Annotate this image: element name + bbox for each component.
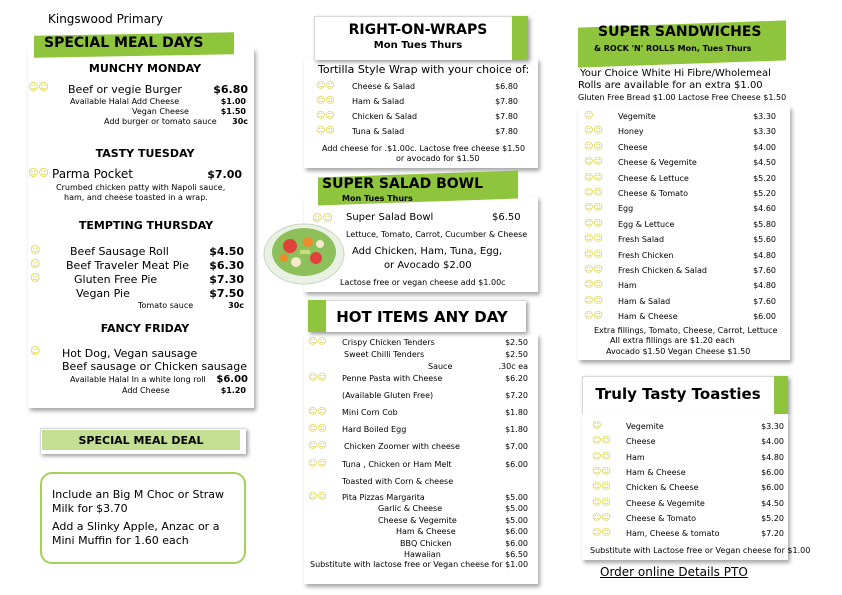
sandwiches-intro2: Rolls are available for an extra $1.00 [578,80,763,91]
toastie-item-name: Cheese [626,437,656,447]
sandwiches-intro3: Gluten Free Bread $1.00 Lactose Free Cheese $1.50 [578,93,787,102]
wrap-item-price: $6.80 [495,82,518,91]
salad-price: $6.50 [492,212,521,223]
hot-item-item-name: Ham & Cheese [396,527,456,536]
sandwich-item-price: $3.30 [753,127,776,137]
smile-icon: ☺☺ [584,295,603,306]
hot-item-item-price: $6.00 [505,527,528,536]
hot-item-item-price: $1.80 [505,425,528,434]
sandwich-item-name: Cheese & Lettuce [618,173,689,183]
sandwich-item-name: Egg & Lettuce [618,219,675,229]
thursday-item-3: Gluten Free Pie [74,273,158,286]
smile-icon: ☺☺ [584,188,603,198]
monday-price: $6.80 [213,83,248,96]
salad-add2: or Avocado $2.00 [384,260,472,271]
sandwich-item-price: $7.60 [753,266,776,275]
hot-item-item-name: Sauce [428,362,453,371]
smile-icon: ☺☺ [308,337,327,347]
friday-line4-price: $1.20 [220,386,246,395]
sandwich-item-name: Fresh Chicken [618,250,674,260]
smile-icon: ☺☺ [584,203,603,214]
smile-icon: ☺☺ [308,373,327,383]
sandwich-item-price: $5.60 [753,235,776,245]
smile-icon: ☺☺ [308,492,327,502]
smile-icon: ☺☺ [312,213,333,224]
smile-icon: ☺☺ [584,218,603,229]
smile-icon: ☺☺ [316,126,335,136]
thursday-sauce-price: 30c [228,301,244,310]
smile-icon: ☺ [30,259,41,270]
monday-line3-price: 30c [232,117,248,126]
smile-icon: ☺☺ [584,265,603,275]
smile-icon: ☺☺ [308,459,327,469]
friday-line3: Available Halal In a white long roll [70,375,206,384]
toastie-item-price: $4.80 [761,452,784,462]
school-name: Kingswood Primary [48,12,163,26]
sandwich-item-name: Ham & Salad [618,296,671,306]
sandwich-item-name: Ham & Cheese [618,312,678,322]
smile-icon: ☺ [592,421,602,431]
hot-item-item-name: Cheese & Vegemite [378,516,457,525]
salad-desc: Lettuce, Tomato, Carrot, Cucumber & Cheese [346,230,528,239]
monday-item: Beef or vegie Burger [68,83,182,96]
sandwich-item-price: $5.20 [753,189,776,198]
meal-deal-title: SPECIAL MEAL DEAL [78,434,204,447]
smile-icon: ☺☺ [308,441,327,451]
sandwich-item-name: Ham [618,281,637,291]
hot-item-item-name: Garlic & Cheese [378,504,443,513]
sandwiches-subtitle: & ROCK 'N' ROLLS Mon, Tues Thurs [594,44,752,53]
smile-icon: ☺☺ [316,96,335,106]
smile-icon: ☺ [30,346,41,357]
sandwich-item-price: $4.00 [753,142,776,152]
monday-line1-price: $1.00 [220,97,246,106]
hot-items-note: Substitute with lactose free or Vegan cheese for $1.00 [310,560,529,569]
wraps-note1: Add cheese for .$1.00c. Lactose free cheese $1.50 [322,144,526,153]
hot-item-item-name: Mini Corn Cob [342,408,398,417]
toasties-note: Substitute with Lactose free or Vegan cheese for $1.00 [590,546,811,555]
smile-icon: ☺☺ [592,466,611,477]
toastie-item-price: $5.20 [761,513,784,523]
salad-bowl-image [262,218,346,286]
salad-title: SUPER SALAD BOWL [322,176,484,192]
sandwiches-note1: Extra fillings, Tomato, Cheese, Carrot, Lettuce [594,326,778,335]
tuesday-price: $7.00 [207,168,242,181]
hot-item-item-price: $7.20 [505,391,528,400]
smile-icon: ☺☺ [584,249,603,260]
hot-item-item-name: Hawaiian [404,550,441,559]
smile-icon: ☺☺ [592,482,611,493]
hot-item-item-name: Tuna , Chicken or Ham Melt [342,460,452,469]
salad-item: Super Salad Bowl [346,212,434,223]
smile-icon: ☺☺ [584,234,603,245]
sandwich-item-price: $3.30 [753,112,776,121]
smile-icon: ☺☺ [592,528,611,539]
sandwich-item-price: $7.60 [753,296,776,306]
wraps-title: RIGHT-ON-WRAPS [348,22,488,38]
order-online-link[interactable]: Order online Details PTO [600,565,748,579]
hot-item-item-price: $6.50 [505,550,528,559]
sandwich-item-name: Fresh Salad [618,235,665,245]
thursday-price-1: $4.50 [209,245,244,258]
meal-deal-text2: Add a Slinky Apple, Anzac or a Mini Muffin for 1.60 each [52,520,220,547]
sandwich-item-price: $5.80 [753,219,776,229]
smile-icon: ☺☺ [28,82,49,93]
smile-icon: ☺☺ [592,512,611,523]
thursday-item-4: Vegan Pie [76,287,130,300]
smile-icon: ☺☺ [584,157,603,168]
toastie-item-name: Cheese & Tomato [626,513,697,523]
wraps-subtitle: Mon Tues Thurs [373,40,463,51]
smile-icon: ☺☺ [316,111,335,121]
hot-item-item-name: BBQ Chicken [400,539,452,548]
sandwich-item-price: $4.60 [753,204,776,214]
toastie-item-name: Ham [626,452,645,462]
hot-item-item-price: $6.00 [505,460,528,469]
hot-item-item-name: (Available Gluten Free) [342,391,434,400]
smile-icon: ☺☺ [308,407,327,417]
meal-deal-text1: Include an Big M Choc or Straw Milk for $3.70 [52,488,225,515]
sandwiches-title: SUPER SANDWICHES [598,24,762,40]
tuesday-desc2: ham, and cheese toasted in a wrap. [64,193,208,202]
sandwich-item-price: $4.80 [753,250,776,260]
hot-item-item-name: Sweet Chilli Tenders [344,350,425,359]
toasties-title: Truly Tasty Toasties [595,385,761,403]
salad-note: Lactose free or vegan cheese add $1.00c [340,278,506,287]
hot-item-item-name: Hard Boiled Egg [342,425,407,434]
toastie-item-name: Chicken & Cheese [626,483,699,493]
thursday-price-4: $7.50 [209,287,244,300]
hot-item-item-price: $2.50 [505,338,528,347]
smile-icon: ☺ [584,111,594,121]
smile-icon: ☺☺ [584,141,603,152]
wrap-item-name: Cheese & Salad [352,82,416,91]
hot-item-item-name: Penne Pasta with Cheese [342,374,443,383]
smile-icon: ☺☺ [592,497,611,508]
friday-line2: Beef sausage or Chicken sausage [62,360,247,373]
sandwich-item-price: $4.80 [753,281,776,291]
hot-item-item-price: $7.00 [505,442,528,451]
thursday-price-3: $7.30 [209,273,244,286]
toastie-item-price: $6.00 [761,467,784,477]
friday-heading: FANCY FRIDAY [100,322,190,335]
smile-icon: ☺☺ [592,436,611,447]
thursday-price-2: $6.30 [209,259,244,272]
hot-item-item-name: Pita Pizzas Margarita [342,493,425,502]
sandwich-item-name: Cheese [618,142,648,152]
wraps-note2: or avocado for $1.50 [396,154,480,163]
salad-add1: Add Chicken, Ham, Tuna, Egg, [352,246,503,257]
hot-item-item-price: $6.00 [505,539,528,548]
sandwich-item-name: Vegemite [618,112,656,121]
smile-icon: ☺☺ [316,81,335,91]
sandwich-item-price: $6.00 [753,312,776,322]
sandwich-item-name: Fresh Chicken & Salad [618,266,707,275]
toastie-item-name: Ham, Cheese & tomato [626,529,720,539]
monday-heading: MUNCHY MONDAY [88,62,202,75]
toastie-item-price: $4.50 [761,498,784,508]
toastie-item-price: $7.20 [761,529,784,539]
toastie-item-name: Ham & Cheese [626,467,686,477]
wrap-item-price: $7.80 [495,127,518,136]
sandwiches-note3: Avocado $1.50 Vegan Cheese $1.50 [606,347,751,356]
hot-item-item-name: Chicken Zoomer with cheese [344,442,460,451]
hot-item-item-price: .30c ea [498,362,528,371]
hot-item-item-price: $5.00 [505,504,528,513]
wrap-item-name: Chicken & Salad [352,112,418,121]
thursday-sauce: Tomato sauce [138,301,194,310]
hot-item-item-price: $5.00 [505,516,528,525]
sandwiches-intro1: Your Choice White Hi Fibre/Wholemeal [580,68,771,79]
toasties-banner-accent [774,376,788,414]
hot-item-item-name: Toasted with Corn & cheese [342,477,454,486]
salad-subtitle: Mon Tues Thurs [342,194,413,203]
friday-line4: Add Cheese [122,386,170,395]
friday-line3-price: $6.00 [216,374,248,385]
sandwich-item-price: $4.50 [753,158,776,168]
wraps-intro: Tortilla Style Wrap with your choice of: [318,63,530,76]
wrap-item-name: Ham & Salad [352,97,405,106]
hot-item-item-price: $6.20 [505,374,528,383]
smile-icon: ☺ [30,273,41,284]
thursday-heading: TEMPTING THURSDAY [78,219,214,232]
toastie-item-price: $6.00 [761,483,784,493]
monday-line2: Vegan Cheese [132,107,189,116]
sandwiches-note2: All extra fillings are $1.20 each [610,336,735,345]
toastie-item-price: $3.30 [761,422,784,431]
toastie-item-price: $4.00 [761,437,784,447]
toastie-item-name: Vegemite [626,422,664,431]
smile-icon: ☺☺ [584,126,603,137]
sandwich-item-name: Cheese & Vegemite [618,158,697,168]
sandwich-item-name: Egg [618,204,634,214]
hot-item-item-price: $5.00 [505,493,528,502]
monday-line1: Available Halal Add Cheese [70,97,180,106]
smile-icon: ☺☺ [28,168,49,179]
thursday-item-2: Beef Traveler Meat Pie [66,259,189,272]
hot-items-title: HOT ITEMS ANY DAY [336,308,508,326]
toastie-item-name: Cheese & Vegemite [626,498,705,508]
wrap-item-price: $7.80 [495,97,518,106]
friday-line1: Hot Dog, Vegan sausage [62,347,198,360]
monday-line2-price: $1.50 [220,107,246,116]
sandwich-item-name: Honey [618,127,644,137]
tuesday-desc1: Crumbed chicken patty with Napoli sauce, [56,183,226,192]
hot-item-item-price: $1.80 [505,408,528,417]
tuesday-heading: TASTY TUESDAY [95,147,195,160]
smile-icon: ☺☺ [584,311,603,322]
smile-icon: ☺ [30,245,41,256]
meal-deal-box [40,472,246,564]
monday-line3: Add burger or tomato sauce [104,117,217,126]
tuesday-item: Parma Pocket [52,167,133,181]
wrap-item-name: Tuna & Salad [352,127,405,136]
special-meal-days-title: SPECIAL MEAL DAYS [44,35,204,51]
sandwich-item-price: $5.20 [753,173,776,183]
smile-icon: ☺☺ [308,424,327,434]
wrap-item-price: $7.80 [495,112,518,121]
hot-item-item-name: Crispy Chicken Tenders [342,338,435,347]
thursday-item-1: Beef Sausage Roll [70,245,169,258]
smile-icon: ☺☺ [592,451,611,462]
smile-icon: ☺☺ [584,280,603,291]
sandwich-item-name: Cheese & Tomato [618,189,689,198]
smile-icon: ☺☺ [584,172,603,183]
hot-item-item-price: $2.50 [505,350,528,359]
